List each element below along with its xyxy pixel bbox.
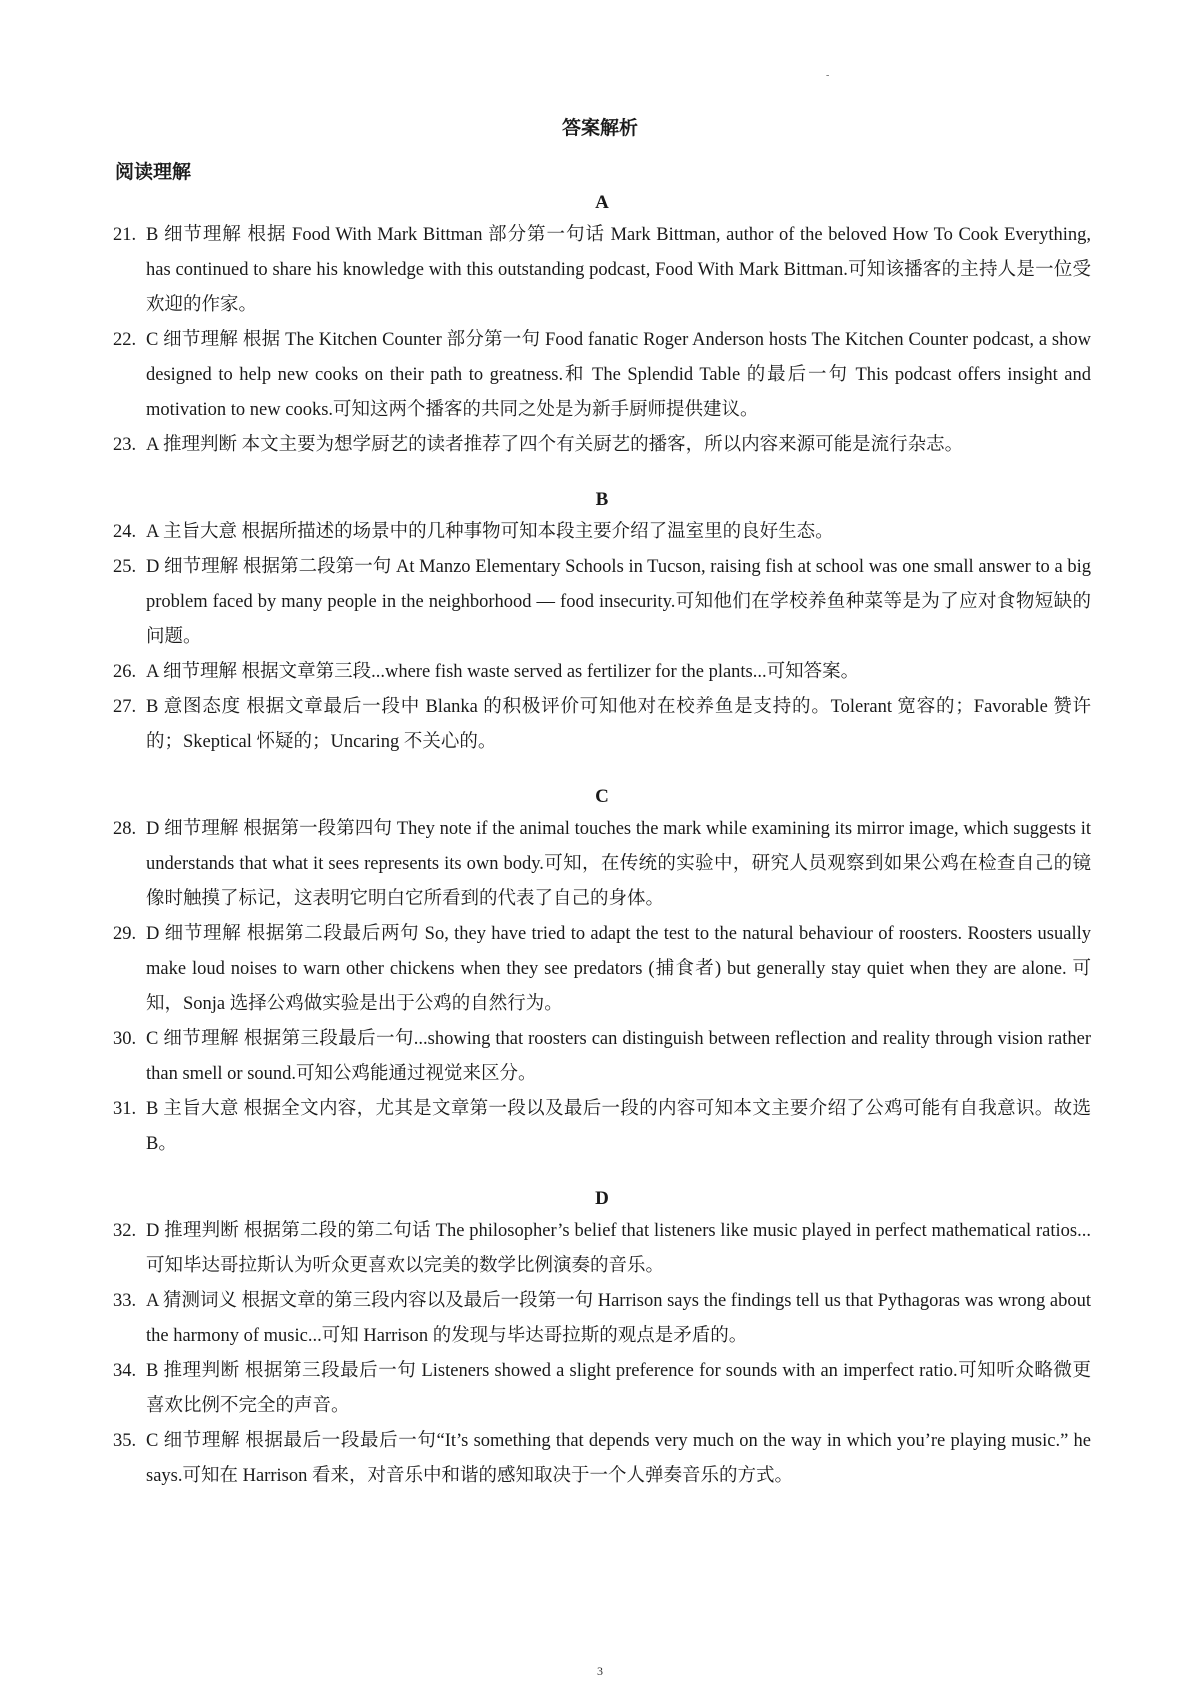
answer-item — [113, 690, 1091, 760]
header-mark: - — [826, 70, 830, 81]
answer-item — [113, 515, 1091, 550]
answer-part — [113, 188, 1091, 463]
answer-explanation: C 细节理解 根据第三段最后一句...showing that roosters can distinguish between reflection and reality through vision rather than smell or sound.可知公鸡能通过视觉来区分。 — [146, 1029, 1091, 1084]
question-number: 27. — [113, 697, 137, 717]
question-number: 35. — [113, 1431, 137, 1451]
answer-explanation: A 细节理解 根据文章第三段...where fish waste served as fertilizer for the plants...可知答案。 — [146, 662, 860, 682]
part-letter: B — [595, 489, 609, 510]
question-number: 28. — [113, 819, 137, 839]
answer-explanation: B 推理判断 根据第三段最后一句 Listeners showed a slight preference for sounds with an imperfect ratio.可知听众略微更喜欢比例不完全的声音。 — [146, 1361, 1091, 1416]
question-number: 33. — [113, 1291, 137, 1311]
answer-explanation: D 细节理解 根据第二段最后两句 So, they have tried to adapt the test to the natural behaviour of roosters. Roosters usually make loud noises to warn other chickens when they see predators (捕食者) but generally stay quiet when they are alone. 可知，Sonja 选择公鸡做实验是出于公鸡的自然行为。 — [146, 924, 1091, 1014]
question-number: 29. — [113, 924, 137, 944]
page-number: 3 — [597, 1664, 603, 1678]
part-letter: D — [595, 1188, 609, 1209]
question-number: 25. — [113, 557, 137, 577]
answer-explanation: B 细节理解 根据 Food With Mark Bittman 部分第一句话 Mark Bittman, author of the beloved How To Cook Everything, has continued to share his knowledge with this outstanding podcast, Food With Mark Bittman.可知该播客的主持人是一位受欢迎的作家。 — [146, 225, 1091, 315]
answer-item — [113, 1284, 1091, 1354]
answer-explanation: C 细节理解 根据 The Kitchen Counter 部分第一句 Food fanatic Roger Anderson hosts The Kitchen Counter podcast, a show designed to help new cooks on their path to greatness.和 The Splendid Table 的最后一句 This podcast offers insight and motivation to new cooks.可知这两个播客的共同之处是为新手厨师提供建议。 — [146, 330, 1091, 420]
question-number: 22. — [113, 330, 137, 350]
answer-explanation: B 主旨大意 根据全文内容，尤其是文章第一段以及最后一段的内容可知本文主要介绍了公鸡可能有自我意识。故选 B。 — [146, 1099, 1091, 1154]
document-title: 答案解析 — [561, 117, 638, 139]
answer-item — [113, 1022, 1091, 1092]
answer-item — [113, 1214, 1091, 1284]
answer-explanation: D 细节理解 根据第二段第一句 At Manzo Elementary Schools in Tucson, raising fish at school was one small answer to a big problem faced by many people in the neighborhood — food insecurity.可知他们在学校养鱼种菜等是为了应对食物短缺的问题。 — [146, 557, 1091, 647]
answer-explanation: C 细节理解 根据最后一段最后一句“It’s something that depends very much on the way in which you’re playing music.” he says.可知在 Harrison 看来，对音乐中和谐的感知取决于一个人弹奏音乐的方式。 — [146, 1431, 1091, 1486]
answer-explanation: A 猜测词义 根据文章的第三段内容以及最后一段第一句 Harrison says the findings tell us that Pythagoras was wrong about the harmony of music...可知 Harrison 的发现与毕达哥拉斯的观点是矛盾的。 — [146, 1291, 1091, 1346]
answer-explanation: D 细节理解 根据第一段第四句 They note if the animal touches the mark while examining its mirror image, which suggests it understands that what it sees represents its own body.可知，在传统的实验中，研究人员观察到如果公鸡在检查自己的镜像时触摸了标记，这表明它明白它所看到的代表了自己的身体。 — [146, 819, 1091, 909]
answer-content — [113, 188, 1091, 1494]
question-number: 34. — [113, 1361, 137, 1381]
question-number: 23. — [113, 435, 137, 455]
answer-explanation: D 推理判断 根据第二段的第二句话 The philosopher’s belief that listeners like music played in perfect mathematical ratios...可知毕达哥拉斯认为听众更喜欢以完美的数学比例演奏的音乐。 — [146, 1221, 1091, 1276]
answer-part — [113, 1184, 1091, 1494]
answer-item — [113, 1092, 1091, 1162]
answer-explanation: A 主旨大意 根据所描述的场景中的几种事物可知本段主要介绍了温室里的良好生态。 — [146, 522, 834, 542]
answer-explanation: A 推理判断 本文主要为想学厨艺的读者推荐了四个有关厨艺的播客，所以内容来源可能是流行杂志。 — [146, 435, 964, 455]
answer-item — [113, 655, 1091, 690]
question-number: 24. — [113, 522, 137, 542]
answer-item — [113, 428, 1091, 463]
answer-explanation: B 意图态度 根据文章最后一段中 Blanka 的积极评价可知他对在校养鱼是支持的。Tolerant 宽容的；Favorable 赞许的；Skeptical 怀疑的；Uncaring 不关心的。 — [146, 697, 1091, 752]
answer-item — [113, 917, 1091, 1022]
question-number: 32. — [113, 1221, 137, 1241]
question-number: 30. — [113, 1029, 137, 1049]
question-number: 26. — [113, 662, 137, 682]
answer-item — [113, 1424, 1091, 1494]
question-number: 21. — [113, 225, 137, 245]
question-number: 31. — [113, 1099, 137, 1119]
answer-item — [113, 812, 1091, 917]
part-letter: C — [595, 786, 609, 807]
part-letter: A — [595, 192, 609, 213]
answer-item — [113, 1354, 1091, 1424]
answer-item — [113, 218, 1091, 323]
section-title: 阅读理解 — [115, 161, 192, 183]
answer-part — [113, 782, 1091, 1162]
answer-part — [113, 485, 1091, 760]
answer-item — [113, 550, 1091, 655]
answer-item — [113, 323, 1091, 428]
